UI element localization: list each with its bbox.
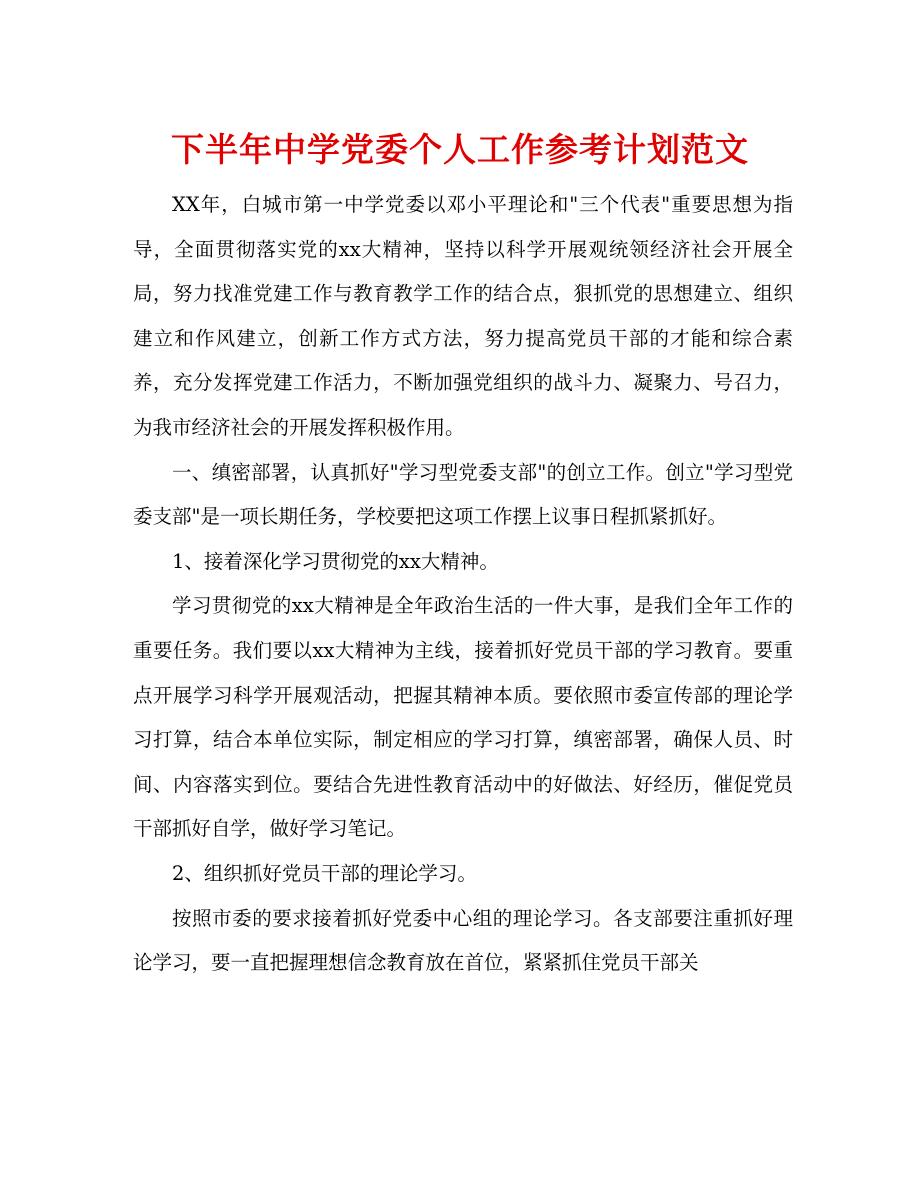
document-title: 下半年中学党委个人工作参考计划范文 [171,130,749,169]
paragraph-item-1-heading: 1、接着深化学习贯彻党的xx大精神。 [172,549,499,573]
paragraph-intro: XX年，白城市第一中学党委以邓小平理论和"三个代表"重要思想为指导，全面贯彻落实党的xx大精神，坚持以科学开展观统领经济社会开展全局，努力找准党建工作与教育教学工作的结合点，狠抓党的思想建立、组织建立和作风建立，创新工作方式方法，努力提高党员干部的才能和综合素养，充分发挥党建工作活力，不断加强党组织的战斗力、凝聚力、号召力，为我市经济社会的开展发挥积极作用。 [133,193,793,439]
document-body [133,183,793,986]
paragraph-item-2-body: 按照市委的要求接着抓好党委中心组的理论学习。各支部要注重抓好理论学习，要一直把握理想信念教育放在首位，紧紧抓住党员干部关 [133,906,793,975]
paragraph-item-2-heading: 2、组织抓好党员干部的理论学习。 [172,861,477,885]
paragraph-section-one: 一、缜密部署，认真抓好"学习型党委支部"的创立工作。创立"学习型党委支部"是一项长期任务，学校要把这项工作摆上议事日程抓紧抓好。 [133,460,793,529]
paragraph-item-1-body: 学习贯彻党的xx大精神是全年政治生活的一件大事，是我们全年工作的重要任务。我们要以xx大精神为主线，接着抓好党员干部的学习教育。要重点开展学习科学开展观活动，把握其精神本质。要依照市委宣传部的理论学习打算，结合本单位实际，制定相应的学习打算，缜密部署，确保人员、时间、内容落实到位。要结合先进性教育活动中的好做法、好经历，催促党员干部抓好自学，做好学习笔记。 [133,594,793,841]
